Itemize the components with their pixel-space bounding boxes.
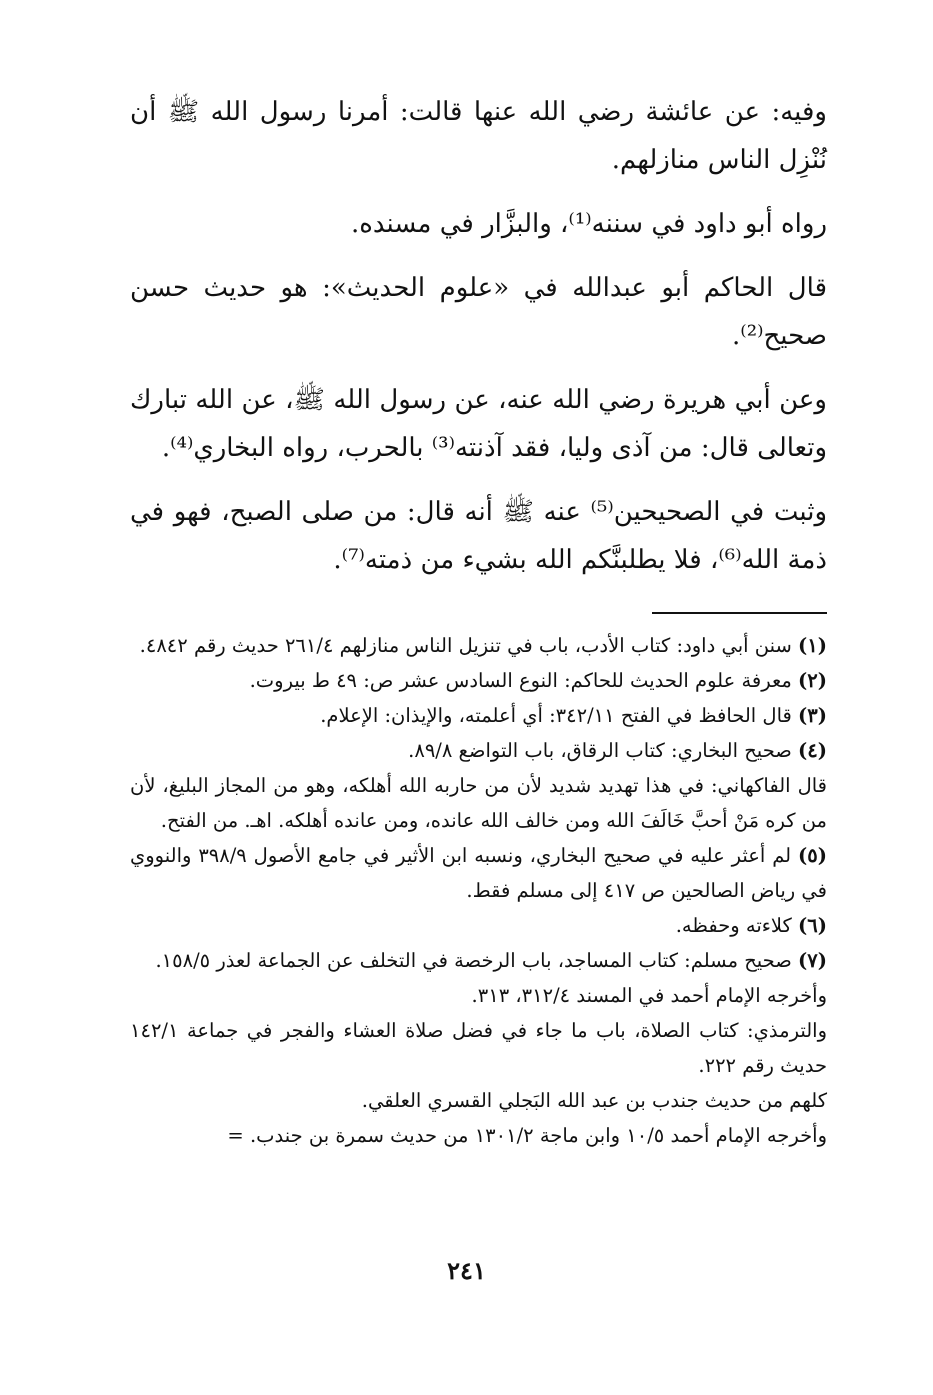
- footnote-text: كلهم من حديث جندب بن عبد الله البَجلي القسري العلقي.: [361, 1089, 827, 1112]
- main-paragraph: رواه أبو داود في سننه⁽¹⁾، والبزَّار في مسنده.: [350, 209, 827, 239]
- footnote-number: (٣): [798, 704, 827, 727]
- footnote-number: (١): [798, 634, 827, 657]
- footnote-number: (٤): [798, 739, 827, 762]
- footnote-text: صحيح مسلم: كتاب المساجد، باب الرخصة في التخلف عن الجماعة لعذر ١٥٨/٥.: [155, 949, 792, 972]
- footnote: [130, 943, 827, 978]
- footnote-text: قال الحافظ في الفتح ٣٤٢/١١: أي أعلمته، والإيذان: الإعلام.: [320, 704, 792, 727]
- footnote-text: وأخرجه الإمام أحمد ١٠/٥ وابن ماجة ١٣٠١/٢ من حديث سمرة بن جندب. =: [227, 1124, 827, 1147]
- footnote-text: والترمذي: كتاب الصلاة، باب ما جاء في فضل صلاة العشاء والفجر في جماعة ١٤٢/١ حديث رقم ٢٢٢.: [130, 1019, 827, 1077]
- main-paragraph: وفيه: عن عائشة رضي الله عنها قالت: أمرنا رسول الله ﷺ أن نُنْزِل الناس منازلهم.: [130, 97, 827, 175]
- main-text: [130, 88, 827, 584]
- footnote-divider: [652, 612, 827, 614]
- footnote-continuation: [130, 1118, 827, 1153]
- footnote: [130, 838, 827, 908]
- footnote-number: (٦): [798, 914, 827, 937]
- footnote: [130, 628, 827, 663]
- footnote-text: كلاءته وحفظه.: [675, 914, 792, 937]
- footnote-text: معرفة علوم الحديث للحاكم: النوع السادس عشر ص: ٤٩ ط بيروت.: [249, 669, 792, 692]
- page-number: ٢٤١: [447, 1256, 486, 1285]
- footnote-number: (٧): [798, 949, 827, 972]
- footnote-number: (٢): [798, 669, 827, 692]
- footnote-number: (٥): [798, 844, 827, 867]
- footnote-text: صحيح البخاري: كتاب الرقاق، باب التواضع ٨٩/٨.: [408, 739, 792, 762]
- main-paragraph: وعن أبي هريرة رضي الله عنه، عن رسول الله ﷺ، عن الله تبارك وتعالى قال: من آذى وليا، فقد آذنته⁽³⁾ بالحرب، رواه البخاري⁽⁴⁾.: [130, 385, 827, 463]
- footnote: [130, 663, 827, 698]
- footnote-text: قال الفاكهاني: في هذا تهديد شديد لأن من حاربه الله أهلكه، وهو من المجاز البليغ، لأن من كره مَنْ أحبَّ خَالَفَ الله ومن خالف الله عانده، ومن عانده أهلكه. اهـ. من الفتح.: [130, 774, 827, 832]
- footnote-continuation: [130, 1083, 827, 1118]
- footnote-continuation: [130, 1013, 827, 1083]
- footnote: [130, 908, 827, 943]
- main-paragraph: قال الحاكم أبو عبدالله في «علوم الحديث»: هو حديث حسن صحيح⁽²⁾.: [130, 273, 827, 351]
- footnotes: [130, 628, 827, 1153]
- footnote: [130, 733, 827, 768]
- footnote-continuation: [130, 768, 827, 838]
- footnote: [130, 698, 827, 733]
- footnote-continuation: [130, 978, 827, 1013]
- footnote-text: وأخرجه الإمام أحمد في المسند ٣١٢/٤، ٣١٣.: [471, 984, 827, 1007]
- footnote-text: سنن أبي داود: كتاب الأدب، باب في تنزيل الناس منازلهم ٢٦١/٤ حديث رقم ٤٨٤٢.: [139, 634, 792, 657]
- footnote-text: لم أعثر عليه في صحيح البخاري، ونسبه ابن الأثير في جامع الأصول ٣٩٨/٩ والنووي في رياض الصالحين ص ٤١٧ إلى مسلم فقط.: [130, 844, 827, 902]
- main-paragraph: وثبت في الصحيحين⁽⁵⁾ عنه ﷺ أنه قال: من صلى الصبح، فهو في ذمة الله⁽⁶⁾، فلا يطلبنَّكم الله بشيء من ذمته⁽⁷⁾.: [130, 497, 827, 575]
